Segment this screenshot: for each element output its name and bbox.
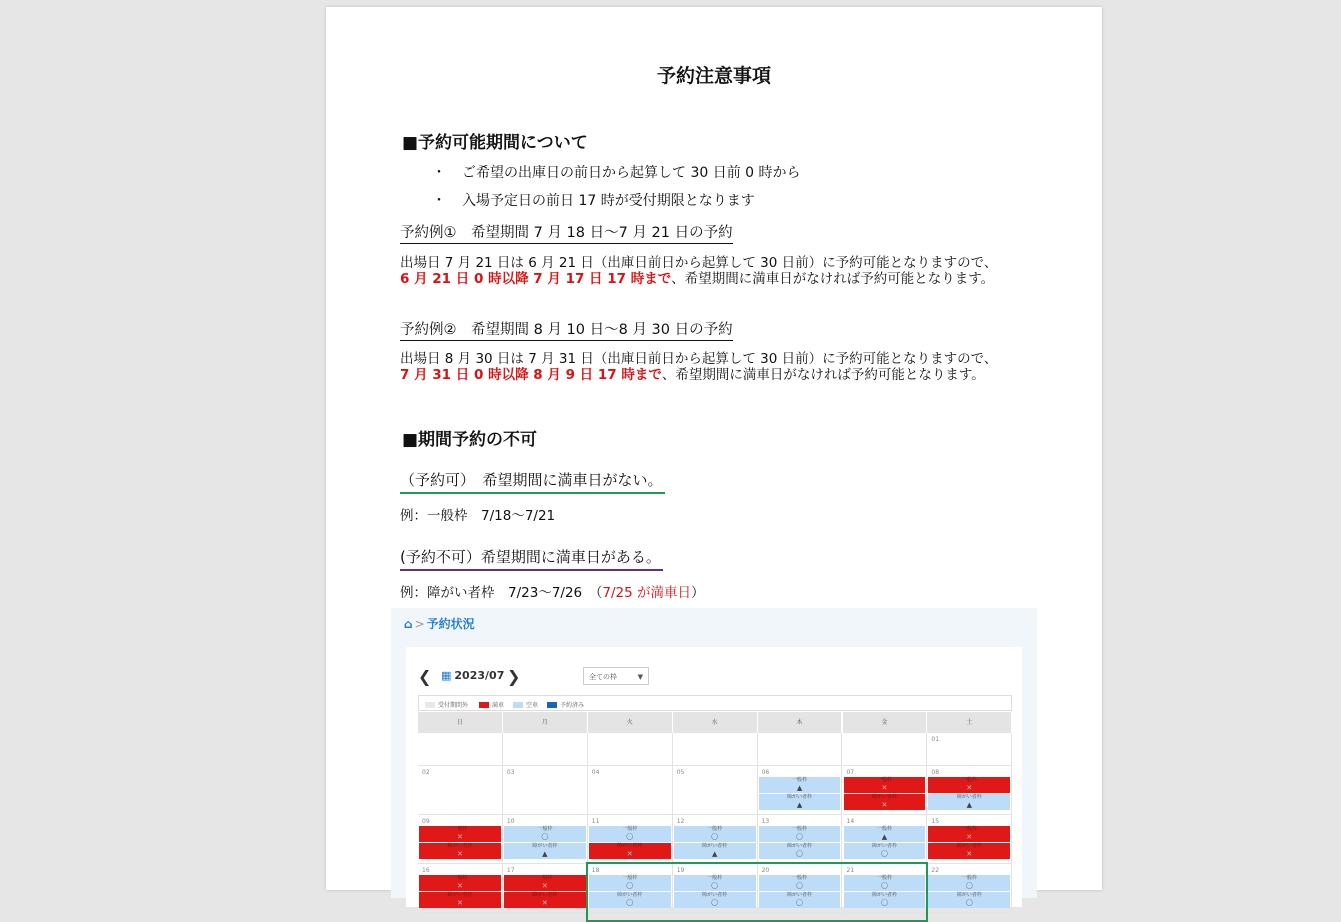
availability-mark-icon: 〇 <box>711 833 719 841</box>
bullet-item: ・ ご希望の出庫日の前日から起算して 30 日前 0 時から <box>432 165 801 181</box>
home-icon[interactable]: ⌂ <box>404 617 413 631</box>
breadcrumb-current: 予約状況 <box>426 617 475 631</box>
example-1-heading: 予約例① 希望期間 7 月 18 日～7 月 21 日の予約 <box>400 221 733 244</box>
weekday-header: 木 <box>758 712 843 733</box>
next-month-icon[interactable]: ❯ <box>507 667 521 686</box>
weekday-header: 金 <box>843 712 928 733</box>
slot-label: 一般枠 <box>961 826 977 832</box>
availability-mark-icon: 〇 <box>626 882 634 890</box>
general-slot[interactable] <box>928 777 1010 793</box>
slot-label: 一般枠 <box>707 826 723 832</box>
accessible-slot[interactable] <box>928 892 1010 908</box>
slot-label: 障がい者枠 <box>447 892 473 898</box>
general-slot[interactable] <box>844 777 926 793</box>
calendar-day-cell <box>673 733 758 766</box>
calendar-day-cell[interactable] <box>927 733 1012 766</box>
general-slot[interactable] <box>589 826 671 842</box>
accessible-slot[interactable] <box>759 794 841 810</box>
calendar-day-cell[interactable] <box>418 864 503 913</box>
weekday-header: 水 <box>673 712 758 733</box>
page-title: 予約注意事項 <box>656 65 771 87</box>
calendar-day-cell[interactable] <box>503 815 588 864</box>
slot-label: 障がい者枠 <box>702 892 728 898</box>
availability-mark-icon: ▲ <box>796 801 803 809</box>
general-slot[interactable] <box>844 826 926 842</box>
accessible-slot[interactable] <box>674 843 756 859</box>
availability-mark-icon: 〇 <box>796 882 804 890</box>
day-number: 05 <box>676 769 685 776</box>
example-2-heading: 予約例② 希望期間 8 月 10 日～8 月 30 日の予約 <box>400 318 733 341</box>
weekday-header: 火 <box>588 712 673 733</box>
slot-label: 障がい者枠 <box>871 892 897 898</box>
availability-mark-icon: ✕ <box>966 850 973 858</box>
availability-mark-icon: 〇 <box>796 899 804 907</box>
breadcrumb: ⌂ > 予約状況 <box>404 617 475 631</box>
bookable-example: 例：一般枠 7/18～7/21 <box>400 508 556 524</box>
example-1-text: 出場日 7 月 21 日は 6 月 21 日（出庫日前日から起算して 30 日前）に予約可能となりますので、 6 月 21 日 0 時以降 7 月 17 日 17 時まで、希望期間に満車日がなければ予約可能となります。 <box>400 255 998 287</box>
general-slot[interactable] <box>674 826 756 842</box>
availability-mark-icon: ▲ <box>881 833 888 841</box>
general-slot[interactable] <box>759 777 841 793</box>
chevron-down-icon: ▼ <box>637 673 643 681</box>
day-number: 17 <box>506 867 515 874</box>
slot-label: 一般枠 <box>622 826 638 832</box>
calendar-legend <box>418 695 1012 711</box>
calendar-day-cell[interactable] <box>927 766 1012 815</box>
slot-label: 障がい者枠 <box>447 843 473 849</box>
calendar-day-cell[interactable] <box>673 815 758 864</box>
availability-mark-icon: 〇 <box>880 850 888 858</box>
availability-mark-icon: 〇 <box>880 882 888 890</box>
day-number: 01 <box>931 736 940 743</box>
day-number: 02 <box>422 769 430 776</box>
availability-mark-icon: ▲ <box>966 801 973 809</box>
calendar-day-cell[interactable] <box>927 864 1012 913</box>
weekday-header: 日 <box>418 712 503 733</box>
availability-mark-icon: ✕ <box>457 850 463 858</box>
slot-label: 一般枠 <box>876 826 892 832</box>
day-number: 10 <box>506 818 515 825</box>
slot-label: 障がい者枠 <box>617 892 643 898</box>
bookable-label: （予約可） 希望期間に満車日がない。 <box>400 469 665 494</box>
availability-mark-icon: 〇 <box>626 833 634 841</box>
day-number: 15 <box>931 818 940 825</box>
slot-label: 障がい者枠 <box>787 892 813 898</box>
slot-label: 一般枠 <box>792 777 808 783</box>
day-number: 22 <box>931 867 940 874</box>
slot-label: 障がい者枠 <box>956 843 982 849</box>
calendar-day-cell[interactable] <box>418 766 503 815</box>
calendar-day-cell <box>843 733 928 766</box>
day-number: 14 <box>846 818 855 825</box>
slot-label: 一般枠 <box>452 826 468 832</box>
availability-mark-icon: ▲ <box>542 850 548 858</box>
availability-mark-icon: ✕ <box>881 801 888 809</box>
weekday-header: 月 <box>503 712 588 733</box>
availability-mark-icon: 〇 <box>880 899 888 907</box>
accessible-slot[interactable] <box>589 843 671 859</box>
slot-label: 一般枠 <box>876 875 892 881</box>
slot-label: 一般枠 <box>792 875 808 881</box>
calendar-day-cell <box>758 733 843 766</box>
accessible-slot[interactable] <box>928 843 1010 859</box>
calendar-day-cell <box>588 733 673 766</box>
bullet-item: ・ 入場予定日の前日 17 時が受付期限となります <box>432 193 755 209</box>
availability-mark-icon: 〇 <box>711 882 719 890</box>
slot-label: 障がい者枠 <box>532 892 558 898</box>
general-slot[interactable] <box>928 826 1010 842</box>
legend-outside: 受付期間外 <box>425 700 468 709</box>
slot-filter-select[interactable]: 全ての枠 ▼ <box>583 667 649 685</box>
weekday-header: 土 <box>927 712 1012 733</box>
accessible-slot[interactable] <box>419 843 501 859</box>
slot-label: 障がい者枠 <box>787 843 813 849</box>
availability-mark-icon: 〇 <box>965 882 973 890</box>
slot-label: 障がい者枠 <box>956 794 982 800</box>
month-display: ▦ 2023/07 <box>441 669 505 682</box>
calendar-icon: ▦ <box>441 669 452 682</box>
calendar-day-cell[interactable] <box>843 766 928 815</box>
calendar-day-cell[interactable] <box>418 815 503 864</box>
general-slot[interactable] <box>504 875 586 891</box>
calendar-day-cell <box>503 733 588 766</box>
availability-mark-icon: 〇 <box>626 899 634 907</box>
accessible-slot[interactable] <box>759 843 841 859</box>
slot-label: 障がい者枠 <box>787 794 813 800</box>
day-number: 04 <box>591 769 600 776</box>
day-number: 16 <box>422 867 430 874</box>
accessible-slot[interactable] <box>504 892 586 908</box>
calendar-day-cell[interactable] <box>927 815 1012 864</box>
slot-label: 一般枠 <box>961 875 977 881</box>
day-number: 03 <box>506 769 515 776</box>
section-heading-period: ■予約可能期間について <box>402 133 588 153</box>
availability-mark-icon: ✕ <box>966 833 973 841</box>
slot-label: 一般枠 <box>537 826 553 832</box>
slot-label: 一般枠 <box>707 875 723 881</box>
calendar-day-cell <box>418 733 503 766</box>
availability-mark-icon: ✕ <box>457 833 463 841</box>
day-number: 21 <box>846 867 855 874</box>
accessible-slot[interactable] <box>928 794 1010 810</box>
day-number: 08 <box>931 769 940 776</box>
slot-label: 一般枠 <box>876 777 892 783</box>
calendar-card <box>406 647 1022 907</box>
slot-label: 障がい者枠 <box>956 892 982 898</box>
general-slot[interactable] <box>419 826 501 842</box>
day-number: 06 <box>761 769 770 776</box>
day-number: 12 <box>676 818 685 825</box>
legend-booked: 予約済み <box>547 700 584 709</box>
availability-mark-icon: 〇 <box>541 833 549 841</box>
calendar-day-cell[interactable] <box>673 766 758 815</box>
availability-mark-icon: 〇 <box>711 899 719 907</box>
calendar-day-cell[interactable] <box>758 766 843 815</box>
day-number: 20 <box>761 867 770 874</box>
prev-month-icon[interactable]: ❮ <box>418 667 432 686</box>
accessible-slot[interactable] <box>844 794 926 810</box>
calendar-day-cell[interactable] <box>588 815 673 864</box>
slot-label: 一般枠 <box>792 826 808 832</box>
calendar-day-cell[interactable] <box>588 766 673 815</box>
legend-full: 満車 <box>479 700 504 709</box>
calendar-day-cell[interactable] <box>843 815 928 864</box>
day-number: 11 <box>591 818 600 825</box>
availability-mark-icon: ✕ <box>881 784 888 792</box>
slot-label: 一般枠 <box>452 875 468 881</box>
slot-label: 障がい者枠 <box>871 843 897 849</box>
document-page <box>326 7 1102 907</box>
availability-mark-icon: ✕ <box>457 899 463 907</box>
day-number: 13 <box>761 818 770 825</box>
general-slot[interactable] <box>419 875 501 891</box>
day-number: 07 <box>846 769 855 776</box>
slot-label: 一般枠 <box>622 875 638 881</box>
not-bookable-label: (予約不可）希望期間に満車日がある。 <box>400 546 663 571</box>
slot-label: 障がい者枠 <box>702 843 728 849</box>
availability-mark-icon: ✕ <box>541 882 548 890</box>
legend-empty: 空車 <box>513 700 538 709</box>
day-number: 18 <box>591 867 600 874</box>
accessible-slot[interactable] <box>844 843 926 859</box>
availability-mark-icon: ✕ <box>457 882 463 890</box>
availability-mark-icon: ✕ <box>541 899 548 907</box>
slot-label: 障がい者枠 <box>532 843 558 849</box>
calendar-day-cell[interactable] <box>503 864 588 913</box>
availability-mark-icon: ▲ <box>711 850 718 858</box>
calendar-day-cell[interactable] <box>758 815 843 864</box>
slot-label: 障がい者枠 <box>871 794 897 800</box>
reservation-status-screenshot <box>391 608 1037 907</box>
general-slot[interactable] <box>759 826 841 842</box>
slot-label: 一般枠 <box>961 777 977 783</box>
calendar-day-cell[interactable] <box>503 766 588 815</box>
accessible-slot[interactable] <box>504 843 586 859</box>
accessible-slot[interactable] <box>419 892 501 908</box>
general-slot[interactable] <box>504 826 586 842</box>
bookable-period-highlight <box>586 862 929 922</box>
availability-mark-icon: ▲ <box>796 784 803 792</box>
availability-mark-icon: ✕ <box>966 784 973 792</box>
slot-label: 一般枠 <box>537 875 553 881</box>
availability-mark-icon: 〇 <box>796 833 804 841</box>
availability-mark-icon: ✕ <box>626 850 633 858</box>
availability-mark-icon: 〇 <box>796 850 804 858</box>
section-heading-restriction: ■期間予約の不可 <box>402 430 538 450</box>
slot-label: 障がい者枠 <box>617 843 643 849</box>
day-number: 09 <box>422 818 430 825</box>
availability-mark-icon: 〇 <box>965 899 973 907</box>
general-slot[interactable] <box>928 875 1010 891</box>
not-bookable-example: 例：障がい者枠 7/23～7/26 （7/25 が満車日） <box>400 585 705 601</box>
day-number: 19 <box>676 867 685 874</box>
example-2-text: 出場日 8 月 30 日は 7 月 31 日（出庫日前日から起算して 30 日前）に予約可能となりますので、 7 月 31 日 0 時以降 8 月 9 日 17 時まで、希望期間に満車日がなければ予約可能となります。 <box>400 351 998 383</box>
